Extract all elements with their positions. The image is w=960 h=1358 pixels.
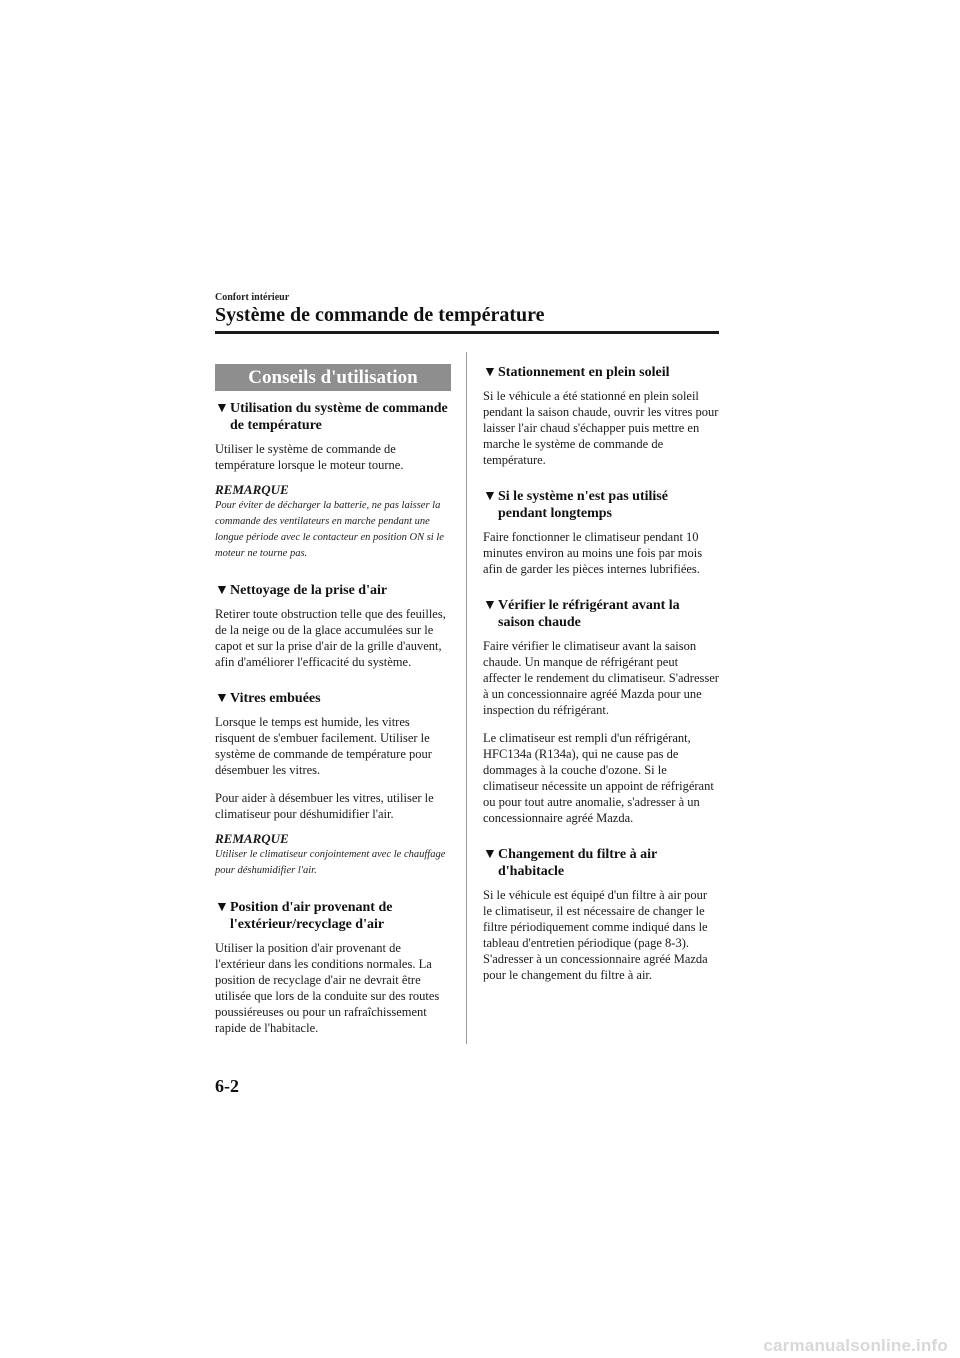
body-paragraph: Pour aider à désembuer les vitres, utiliser le climatiseur pour déshumidifier l'air. bbox=[215, 791, 434, 821]
note-box bbox=[215, 831, 451, 879]
body-paragraph: Le climatiseur est rempli d'un réfrigérant, HFC134a (R134a), qui ne cause pas de dommages à la couche d'ozone. Si le climatiseur nécessite un appoint de réfrigérant ou pour tout autre anomalie, s'adresser à un concessionnaire agréé Mazda. bbox=[483, 731, 714, 825]
note-text: Pour éviter de décharger la batterie, ne pas laisser la commande des ventilateurs en marche pendant une longue période avec le contacteur en position ON si le moteur ne tourne pas. bbox=[215, 500, 444, 559]
triangle-down-icon: ▼ bbox=[215, 401, 229, 416]
note-text: Utiliser le climatiseur conjointement avec le chauffage pour déshumidifier l'air. bbox=[215, 849, 446, 876]
triangle-down-icon: ▼ bbox=[483, 598, 497, 613]
section-refrigerant-check bbox=[483, 597, 719, 826]
section-heading-text: Stationnement en plein soleil bbox=[498, 365, 670, 380]
body-paragraph: Lorsque le temps est humide, les vitres risquent de s'embuer facilement. Utiliser le système de commande de température pour désembuer les vitres. bbox=[215, 715, 432, 777]
section-heading-text: Changement du filtre à air d'habitacle bbox=[498, 847, 657, 879]
triangle-down-icon: ▼ bbox=[483, 365, 497, 380]
section-heading bbox=[215, 582, 451, 599]
triangle-down-icon: ▼ bbox=[483, 847, 497, 862]
section-sun-parking bbox=[483, 364, 719, 468]
section-heading bbox=[483, 597, 719, 631]
section-heading-text: Nettoyage de la prise d'air bbox=[230, 583, 388, 598]
note-label: REMARQUE bbox=[215, 831, 289, 846]
right-column bbox=[483, 364, 719, 983]
note-box bbox=[215, 482, 451, 562]
section-system-use bbox=[215, 400, 451, 562]
triangle-down-icon: ▼ bbox=[483, 489, 497, 504]
section-heading bbox=[483, 488, 719, 522]
body-paragraph: Utiliser le système de commande de température lorsque le moteur tourne. bbox=[215, 442, 404, 472]
section-heading bbox=[215, 400, 451, 434]
section-heading-text: Utilisation du système de commande de température bbox=[230, 401, 448, 433]
left-column bbox=[215, 364, 451, 1036]
section-air-intake-cleaning bbox=[215, 582, 451, 670]
body-paragraph: Si le véhicule a été stationné en plein soleil pendant la saison chaude, ouvrir les vitres pour laisser l'air chaud s'échapper puis mettre en marche le système de commande de température. bbox=[483, 389, 719, 467]
section-heading-text: Vitres embuées bbox=[230, 691, 321, 706]
section-heading-text: Vérifier le réfrigérant avant la saison chaude bbox=[498, 598, 680, 630]
body-paragraph: Retirer toute obstruction telle que des feuilles, de la neige ou de la glace accumulées sur le capot et sur la prise d'air de la grille d'auvent, afin d'améliorer l'efficacité du système. bbox=[215, 607, 446, 669]
triangle-down-icon: ▼ bbox=[215, 691, 229, 706]
watermark-text: carmanualsonline.info bbox=[763, 1336, 948, 1355]
section-air-position bbox=[215, 899, 451, 1036]
title-rule bbox=[215, 331, 719, 334]
body-paragraph: Utiliser la position d'air provenant de l'extérieur dans les conditions normales. La position de recyclage d'air ne devrait être utilisée que lors de la conduite sur des routes poussiéreuses ou pour un rafraîchissement rapide de l'habitacle. bbox=[215, 941, 440, 1035]
triangle-down-icon: ▼ bbox=[215, 900, 229, 915]
section-heading-text: Si le système n'est pas utilisé pendant longtemps bbox=[498, 489, 668, 521]
section-heading-text: Position d'air provenant de l'extérieur/recyclage d'air bbox=[230, 900, 393, 932]
section-long-disuse bbox=[483, 488, 719, 577]
section-fogged-windows bbox=[215, 690, 451, 879]
section-heading bbox=[483, 846, 719, 880]
page-number: 6-2 bbox=[215, 1076, 239, 1096]
page-title: Système de commande de température bbox=[215, 304, 545, 326]
body-paragraph: Faire fonctionner le climatiseur pendant 10 minutes environ au moins une fois par mois afin de garder les pièces internes lubrifiées. bbox=[483, 530, 703, 576]
section-heading bbox=[483, 364, 719, 381]
column-divider bbox=[466, 352, 467, 1044]
section-label: Confort intérieur bbox=[215, 292, 290, 303]
section-cabin-filter bbox=[483, 846, 719, 983]
section-heading bbox=[215, 899, 451, 933]
section-heading bbox=[215, 690, 451, 707]
triangle-down-icon: ▼ bbox=[215, 583, 229, 598]
note-label: REMARQUE bbox=[215, 482, 289, 497]
tips-banner: Conseils d'utilisation bbox=[215, 364, 451, 391]
body-paragraph: Faire vérifier le climatiseur avant la saison chaude. Un manque de réfrigérant peut affecter le rendement du climatiseur. S'adresser à un concessionnaire agréé Mazda pour une inspection du réfrigérant. bbox=[483, 639, 719, 717]
body-paragraph: Si le véhicule est équipé d'un filtre à air pour le climatiseur, il est nécessaire de changer le filtre périodiquement comme indiqué dans le tableau d'entretien périodique (page 8-3). S'adresser à un concessionnaire agréé Mazda pour le changement du filtre à air. bbox=[483, 888, 708, 982]
